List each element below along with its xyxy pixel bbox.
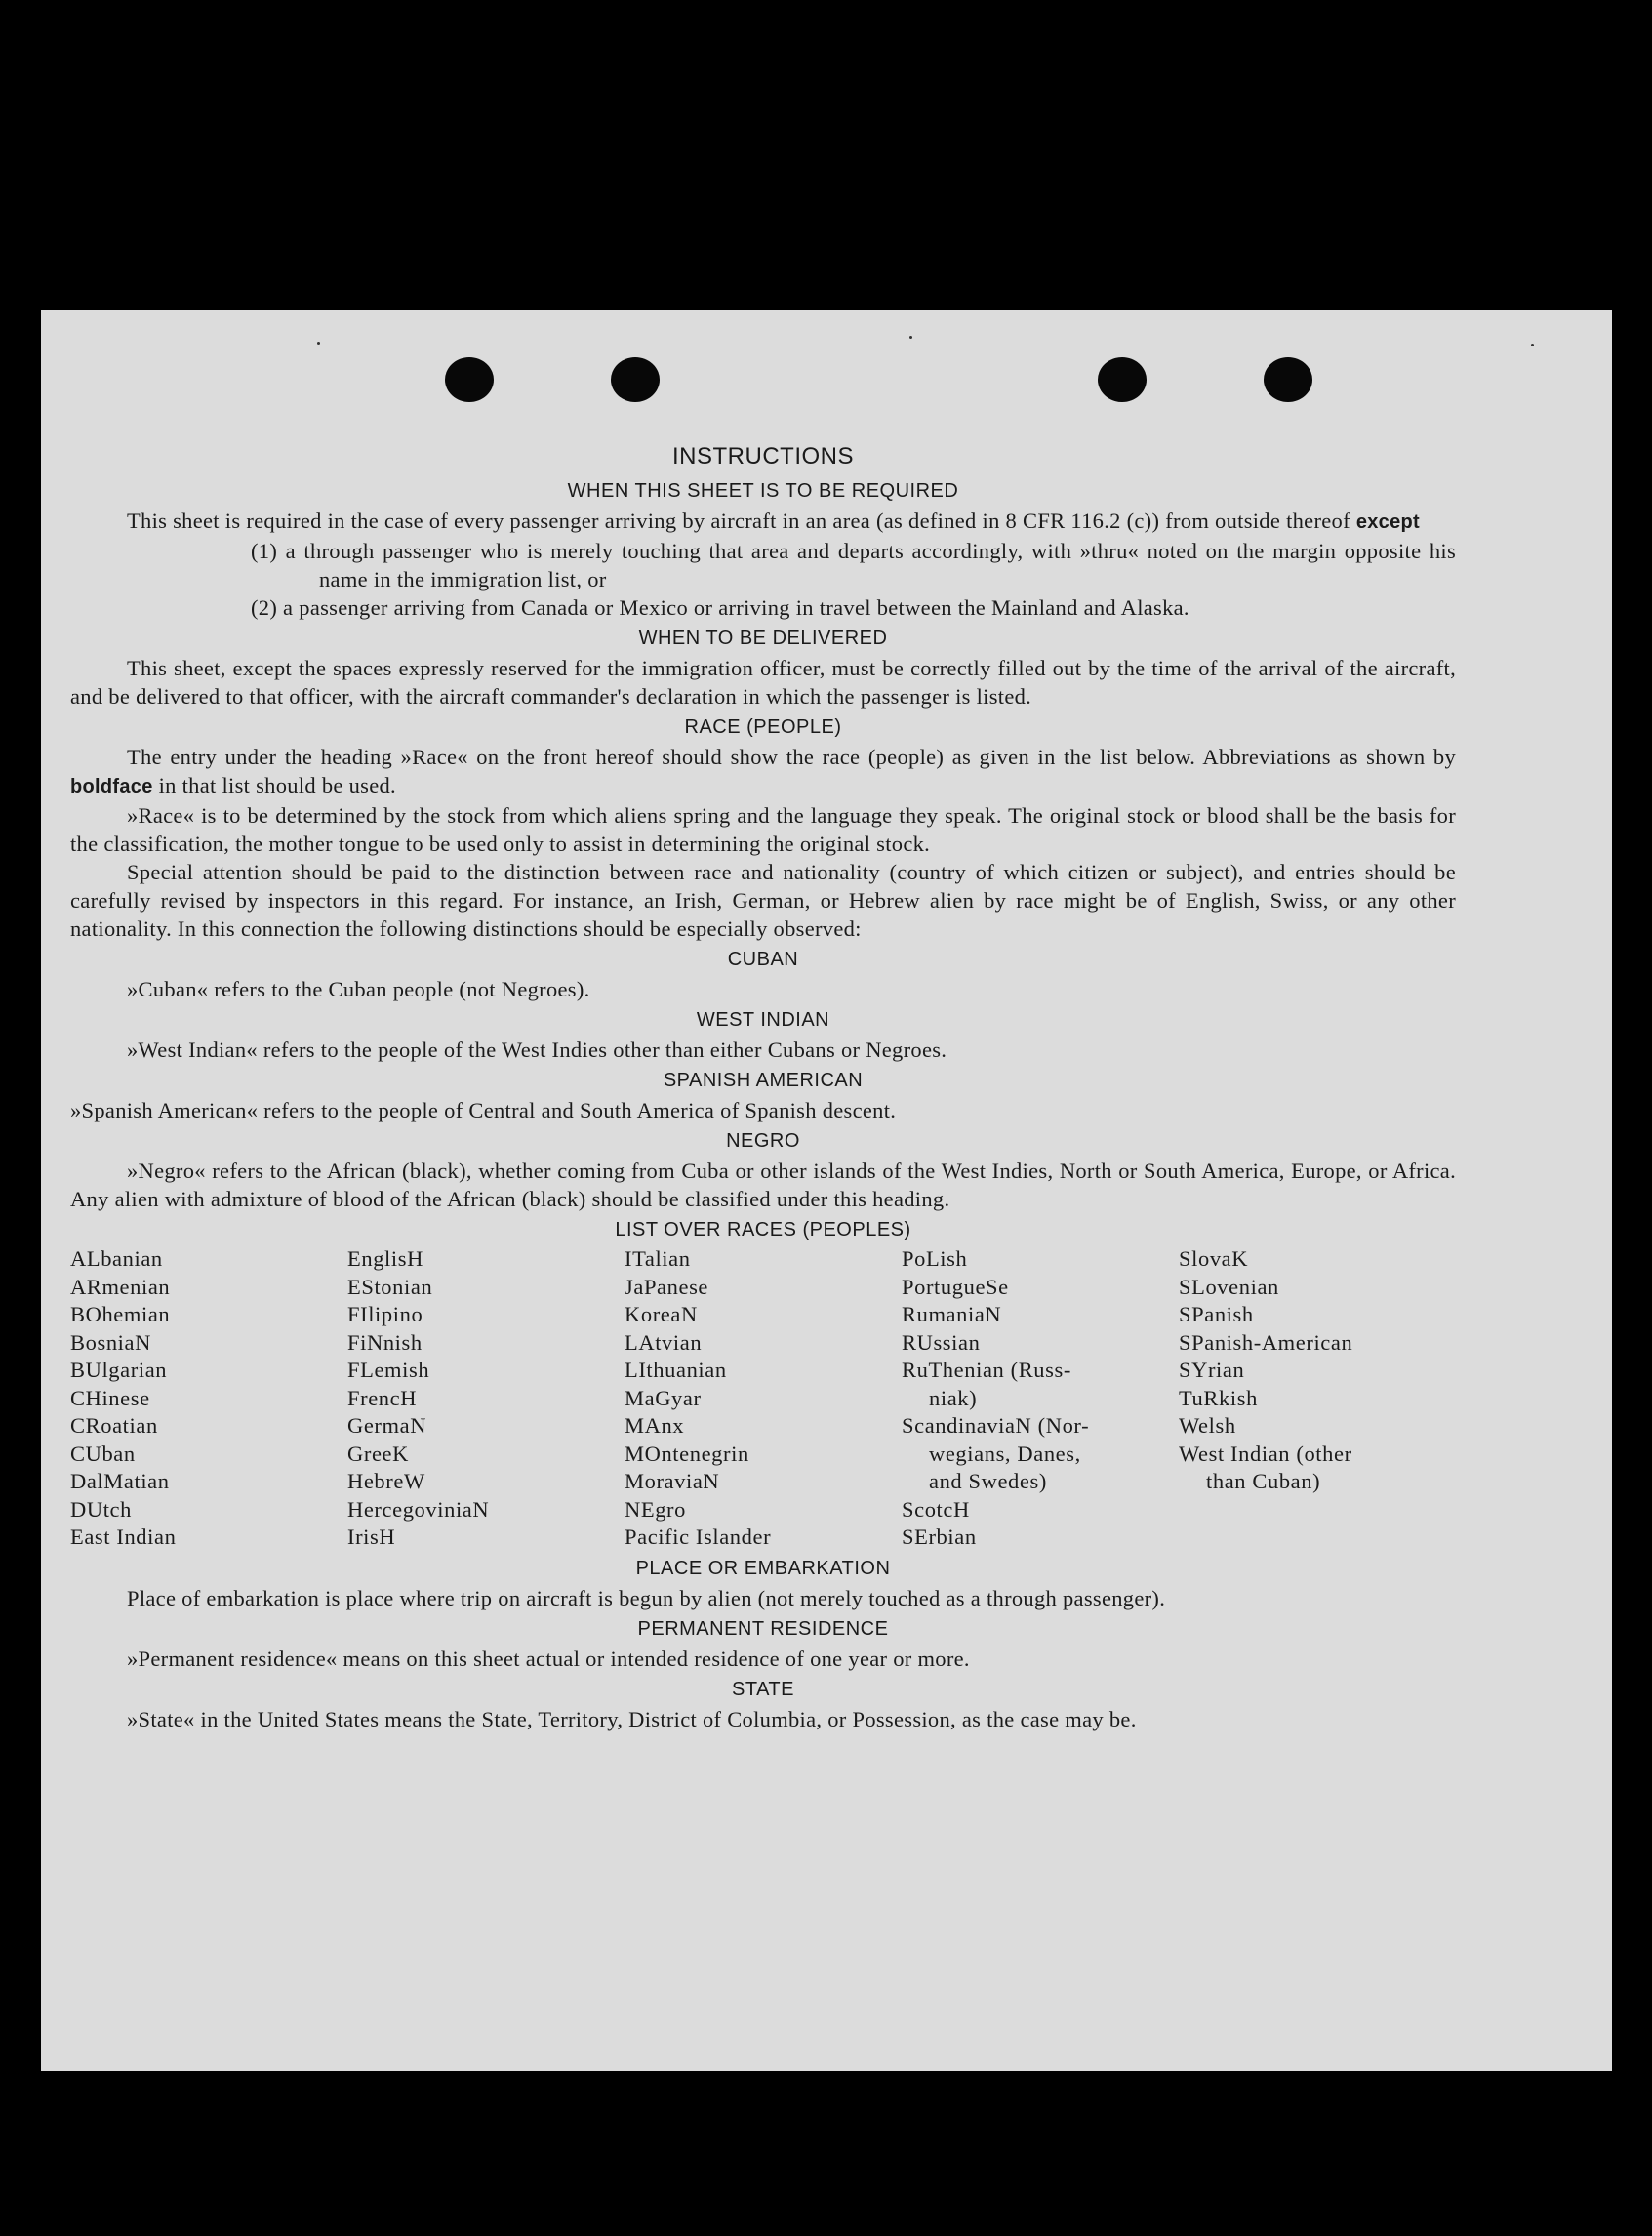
paragraph: »Negro« refers to the African (black), whether coming from Cuba or other islands of the West Indies, North or South America, Europe, or Africa. Any alien with admixture of blood of the African (black) should be classified under this heading.	[70, 1159, 1456, 1211]
section-heading: STATE	[732, 1678, 794, 1700]
race-item: RuThenian (Russ-	[902, 1358, 1071, 1382]
list-item: (1) a through passenger who is merely touching that area and departs accordingly, with »thru« noted on the margin opposite his name in the immigration list, or	[251, 539, 1456, 591]
race-item: HebreW	[347, 1469, 425, 1493]
dust-speck	[317, 342, 320, 345]
paragraph: »Spanish American« refers to the people of Central and South America of Spanish descent.	[70, 1098, 897, 1122]
race-item: FrencH	[347, 1385, 418, 1410]
race-item: SYrian	[1179, 1358, 1245, 1382]
race-item: LIthuanian	[625, 1358, 727, 1382]
race-item: West Indian (other	[1179, 1441, 1352, 1466]
paragraph: »West Indian« refers to the people of the West Indies other than either Cubans or Negroes.	[127, 1037, 947, 1062]
race-item: MAnx	[625, 1413, 685, 1438]
race-item: BOhemian	[70, 1302, 171, 1326]
race-item: IrisH	[347, 1525, 396, 1549]
race-item: NEgro	[625, 1496, 686, 1522]
paragraph: Place of embarkation is place where trip on aircraft is begun by alien (not merely touched as a through passenger).	[127, 1585, 1166, 1610]
document-sheet	[41, 310, 1612, 2071]
race-list	[70, 1245, 1456, 1552]
race-item: niak)	[929, 1385, 978, 1410]
page-title: INSTRUCTIONS	[672, 443, 854, 469]
race-item: PortugueSe	[902, 1274, 1009, 1299]
paragraph: This sheet is required in the case of every passenger arriving by aircraft in an area (as defined in 8 CFR 116.2 (c)) from outside thereof except	[127, 508, 1420, 533]
paragraph: This sheet, except the spaces expressly reserved for the immigration officer, must be correctly filled out by the time of the arrival of the aircraft, and be delivered to that officer, with the aircraft commander's declaration in which the passenger is listed.	[70, 656, 1456, 709]
race-item: GreeK	[347, 1441, 409, 1466]
section-heading: WHEN THIS SHEET IS TO BE REQUIRED	[567, 480, 959, 502]
race-column	[902, 1245, 1179, 1552]
race-item: TuRkish	[1179, 1385, 1258, 1410]
race-item: KoreaN	[625, 1302, 698, 1326]
race-column	[625, 1245, 902, 1552]
paragraph: The entry under the heading »Race« on the front hereof should show the race (people) as given in the list below. Abbreviations as shown by boldface in that list should be used.	[70, 745, 1456, 797]
race-item: RumaniaN	[902, 1302, 1002, 1326]
race-item: FIlipino	[347, 1302, 423, 1326]
race-item: ITalian	[625, 1246, 691, 1271]
race-item: ScotcH	[902, 1496, 970, 1522]
paragraph: »Permanent residence« means on this sheet actual or intended residence of one year or more.	[127, 1646, 970, 1671]
paragraph: »State« in the United States means the State, Territory, District of Columbia, or Possession, as the case may be.	[127, 1706, 1137, 1731]
punch-hole	[445, 357, 494, 402]
race-item: SLovenian	[1179, 1274, 1279, 1299]
race-item: SPanish	[1179, 1302, 1254, 1326]
race-item: SlovaK	[1179, 1246, 1249, 1271]
race-item: LAtvian	[625, 1329, 703, 1355]
list-item: (2) a passenger arriving from Canada or Mexico or arriving in travel between the Mainland and Alaska.	[251, 595, 1189, 620]
section-heading: RACE (PEOPLE)	[684, 716, 842, 738]
section-heading: PLACE OR EMBARKATION	[635, 1557, 891, 1579]
section-heading: CUBAN	[727, 949, 799, 970]
race-item: MaGyar	[625, 1385, 702, 1410]
paragraph: Special attention should be paid to the distinction between race and nationality (country of which citizen or subject), and entries should be carefully revised by inspectors in this regard. For instance, an Irish, German, or Hebrew alien by race might be of English, Swiss, or any other nationality. In this connection the following distinctions should be especially observed:	[70, 860, 1456, 941]
race-item: East Indian	[70, 1525, 177, 1549]
race-item: ScandinaviaN (Nor-	[902, 1413, 1090, 1438]
race-item: than Cuban)	[1206, 1469, 1321, 1493]
race-item: BosniaN	[70, 1329, 151, 1355]
race-item: MoraviaN	[625, 1469, 720, 1493]
bold-word: boldface	[70, 776, 153, 797]
race-item: CUban	[70, 1441, 136, 1466]
instructions-content	[70, 437, 1456, 1733]
race-item	[1179, 1524, 1456, 1552]
punch-hole	[611, 357, 660, 402]
race-item: Pacific Islander	[625, 1525, 772, 1549]
race-item: JaPanese	[625, 1274, 709, 1299]
section-heading: SPANISH AMERICAN	[663, 1070, 864, 1091]
race-item: Welsh	[1179, 1413, 1236, 1438]
race-item: ALbanian	[70, 1246, 163, 1271]
race-item: EnglisH	[347, 1246, 423, 1271]
dust-speck	[1531, 344, 1534, 346]
race-item: SPanish-American	[1179, 1329, 1353, 1355]
race-item: GermaN	[347, 1413, 427, 1438]
race-item: BUlgarian	[70, 1358, 168, 1382]
race-column	[1179, 1245, 1456, 1552]
race-item	[1179, 1496, 1456, 1525]
section-heading: WHEN TO BE DELIVERED	[638, 628, 888, 649]
paragraph: »Cuban« refers to the Cuban people (not Negroes).	[127, 977, 590, 1001]
race-item: FiNnish	[347, 1329, 423, 1355]
punch-hole	[1098, 357, 1147, 402]
bold-word: except	[1355, 511, 1420, 533]
race-column	[347, 1245, 625, 1552]
section-heading: WEST INDIAN	[696, 1009, 830, 1031]
race-column	[70, 1245, 347, 1552]
race-item: CHinese	[70, 1385, 150, 1410]
section-heading: LIST OVER RACES (PEOPLES)	[615, 1219, 911, 1240]
race-item: SErbian	[902, 1525, 977, 1549]
race-item: DalMatian	[70, 1469, 170, 1493]
race-item: wegians, Danes,	[929, 1441, 1081, 1466]
race-item: PoLish	[902, 1246, 968, 1271]
race-item: ARmenian	[70, 1274, 171, 1299]
section-heading: PERMANENT RESIDENCE	[637, 1617, 889, 1640]
race-item: HercegoviniaN	[347, 1496, 490, 1522]
race-item: RUssian	[902, 1329, 981, 1355]
dust-speck	[909, 336, 912, 339]
race-item: FLemish	[347, 1358, 430, 1382]
race-item: CRoatian	[70, 1413, 158, 1438]
paragraph: »Race« is to be determined by the stock from which aliens spring and the language they speak. The original stock or blood shall be the basis for the classification, the mother tongue to be used only to assist in determining the original stock.	[70, 803, 1456, 856]
race-item: DUtch	[70, 1496, 132, 1522]
race-item: EStonian	[347, 1274, 433, 1299]
race-item: MOntenegrin	[625, 1441, 749, 1466]
punch-hole	[1264, 357, 1312, 402]
section-heading: NEGRO	[726, 1130, 800, 1152]
race-item: and Swedes)	[929, 1469, 1047, 1493]
